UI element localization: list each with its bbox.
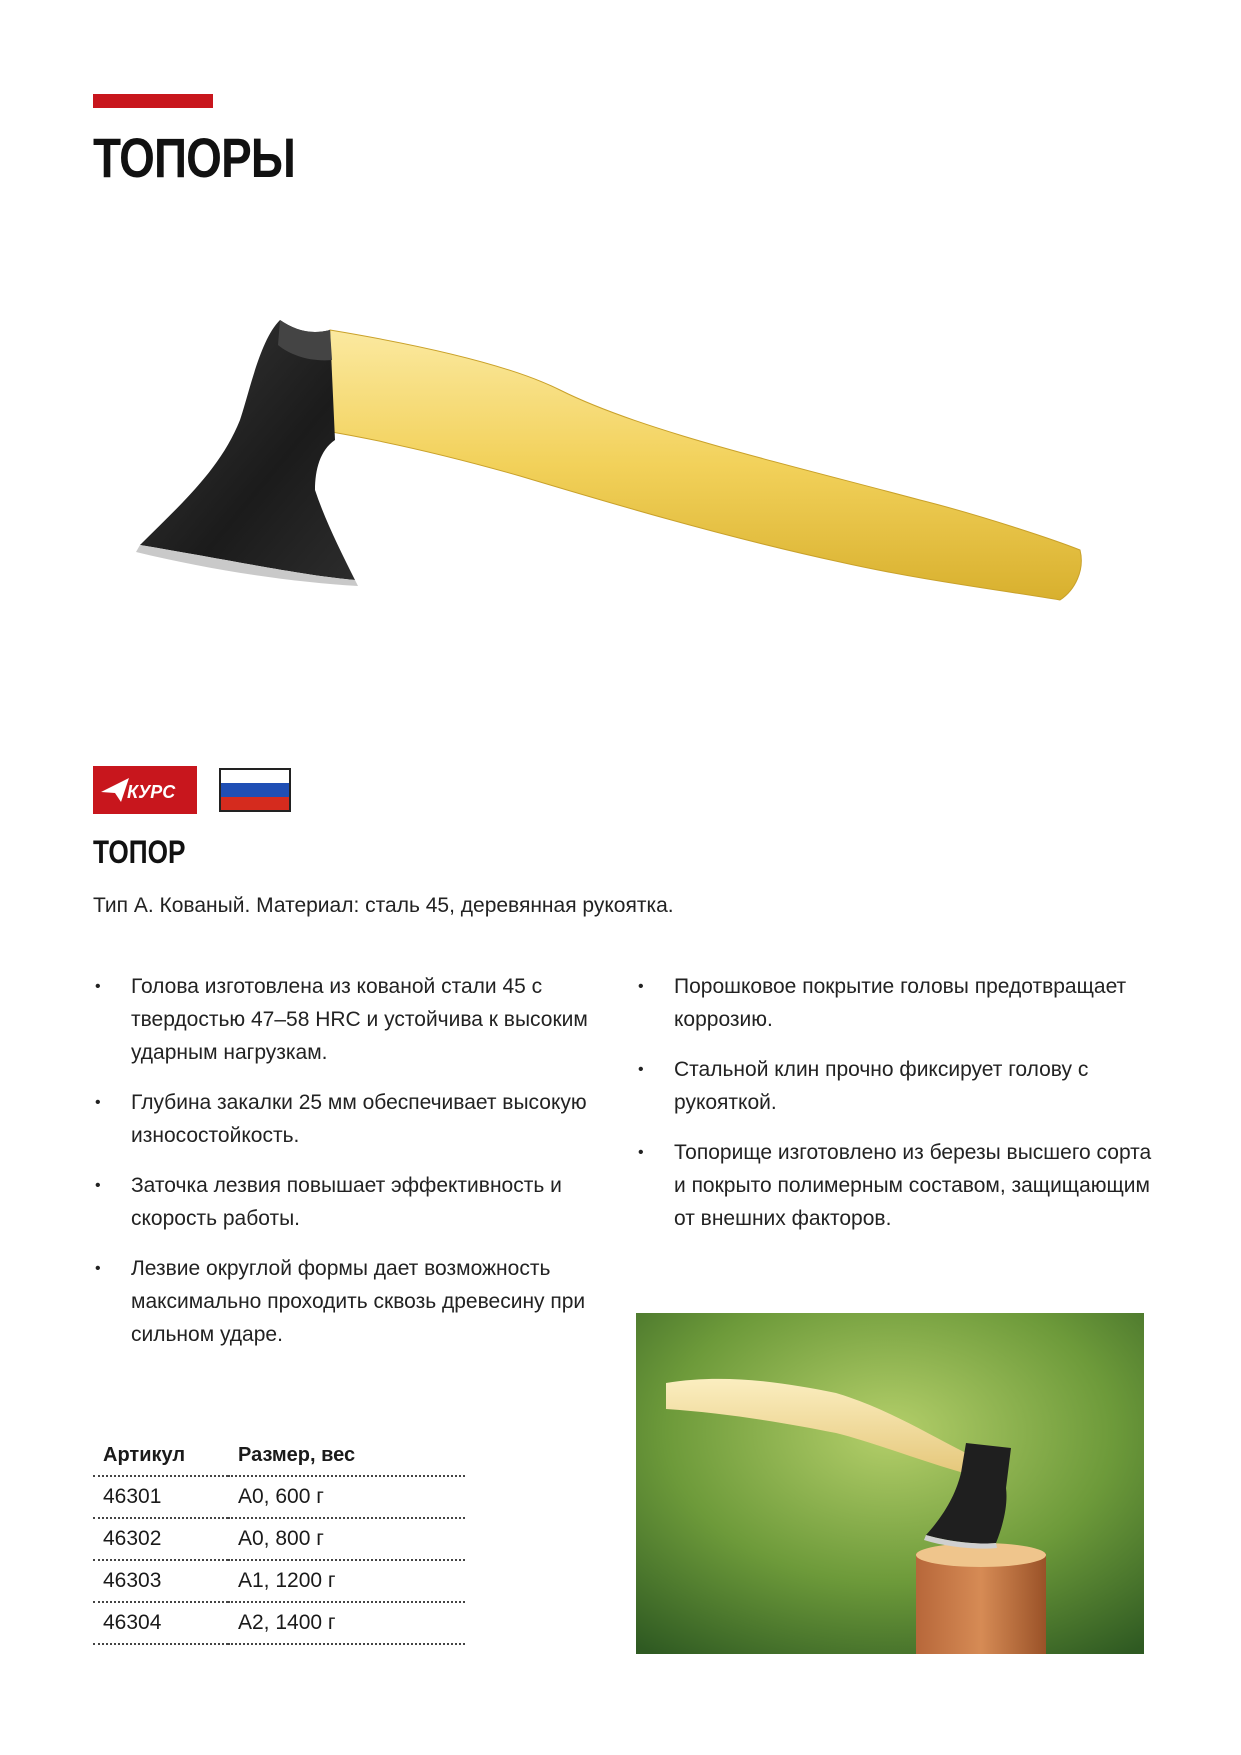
feature-text: Заточка лезвия повышает эффективность и скорость работы. xyxy=(131,1174,562,1230)
size-weight-cell: А1, 1200 г xyxy=(228,1560,465,1602)
axe-product-image xyxy=(120,300,1100,660)
bullet-icon: • xyxy=(95,1094,101,1111)
table-row xyxy=(93,1476,465,1518)
bullet-icon: • xyxy=(638,1144,644,1161)
size-weight-cell: А2, 1400 г xyxy=(228,1602,465,1644)
feature-item xyxy=(636,1053,1156,1119)
product-subtitle: Тип А. Кованый. Материал: сталь 45, деревянная рукоятка. xyxy=(93,894,674,917)
russia-flag-icon xyxy=(219,768,291,812)
feature-text: Лезвие округлой формы дает возможность максимально проходить сквозь древесину при сильном ударе. xyxy=(131,1257,586,1346)
feature-item xyxy=(93,970,593,1069)
title-accent-bar xyxy=(93,94,213,108)
column-header-article: Артикул xyxy=(93,1435,228,1476)
svg-text:КУРС: КУРС xyxy=(127,782,176,802)
brand-row xyxy=(93,766,291,814)
feature-text: Стальной клин прочно фиксирует голову с рукояткой. xyxy=(674,1058,1089,1114)
feature-item xyxy=(636,1136,1156,1235)
table-row xyxy=(93,1560,465,1602)
feature-item xyxy=(93,1169,593,1235)
bullet-icon: • xyxy=(95,978,101,995)
axe-in-stump-photo xyxy=(636,1313,1144,1654)
bullet-icon: • xyxy=(638,1061,644,1078)
product-title: ТОПОР xyxy=(93,834,186,870)
features-left-list xyxy=(93,970,593,1368)
bullet-icon: • xyxy=(638,978,644,995)
article-cell: 46304 xyxy=(93,1602,228,1644)
article-cell: 46302 xyxy=(93,1518,228,1560)
features-right-list xyxy=(636,970,1156,1252)
bullet-icon: • xyxy=(95,1177,101,1194)
feature-item xyxy=(636,970,1156,1036)
spec-table xyxy=(93,1435,465,1645)
feature-text: Голова изготовлена из кованой стали 45 с твердостью 47–58 HRC и устойчива к высоким ударным нагрузкам. xyxy=(131,975,588,1064)
feature-text: Порошковое покрытие головы предотвращает коррозию. xyxy=(674,975,1127,1031)
column-header-size-weight: Размер, вес xyxy=(228,1435,465,1476)
bullet-icon: • xyxy=(95,1260,101,1277)
table-row xyxy=(93,1518,465,1560)
feature-item xyxy=(93,1252,593,1351)
table-row xyxy=(93,1602,465,1644)
feature-text: Топорище изготовлено из березы высшего сорта и покрыто полимерным составом, защищающим от внешних факторов. xyxy=(674,1141,1152,1230)
page-title: ТОПОРЫ xyxy=(93,126,296,189)
feature-item xyxy=(93,1086,593,1152)
feature-text: Глубина закалки 25 мм обеспечивает высокую износостойкость. xyxy=(131,1091,587,1147)
size-weight-cell: А0, 800 г xyxy=(228,1518,465,1560)
article-cell: 46303 xyxy=(93,1560,228,1602)
kurs-logo xyxy=(93,766,197,814)
article-cell: 46301 xyxy=(93,1476,228,1518)
table-header-row xyxy=(93,1435,465,1476)
size-weight-cell: А0, 600 г xyxy=(228,1476,465,1518)
